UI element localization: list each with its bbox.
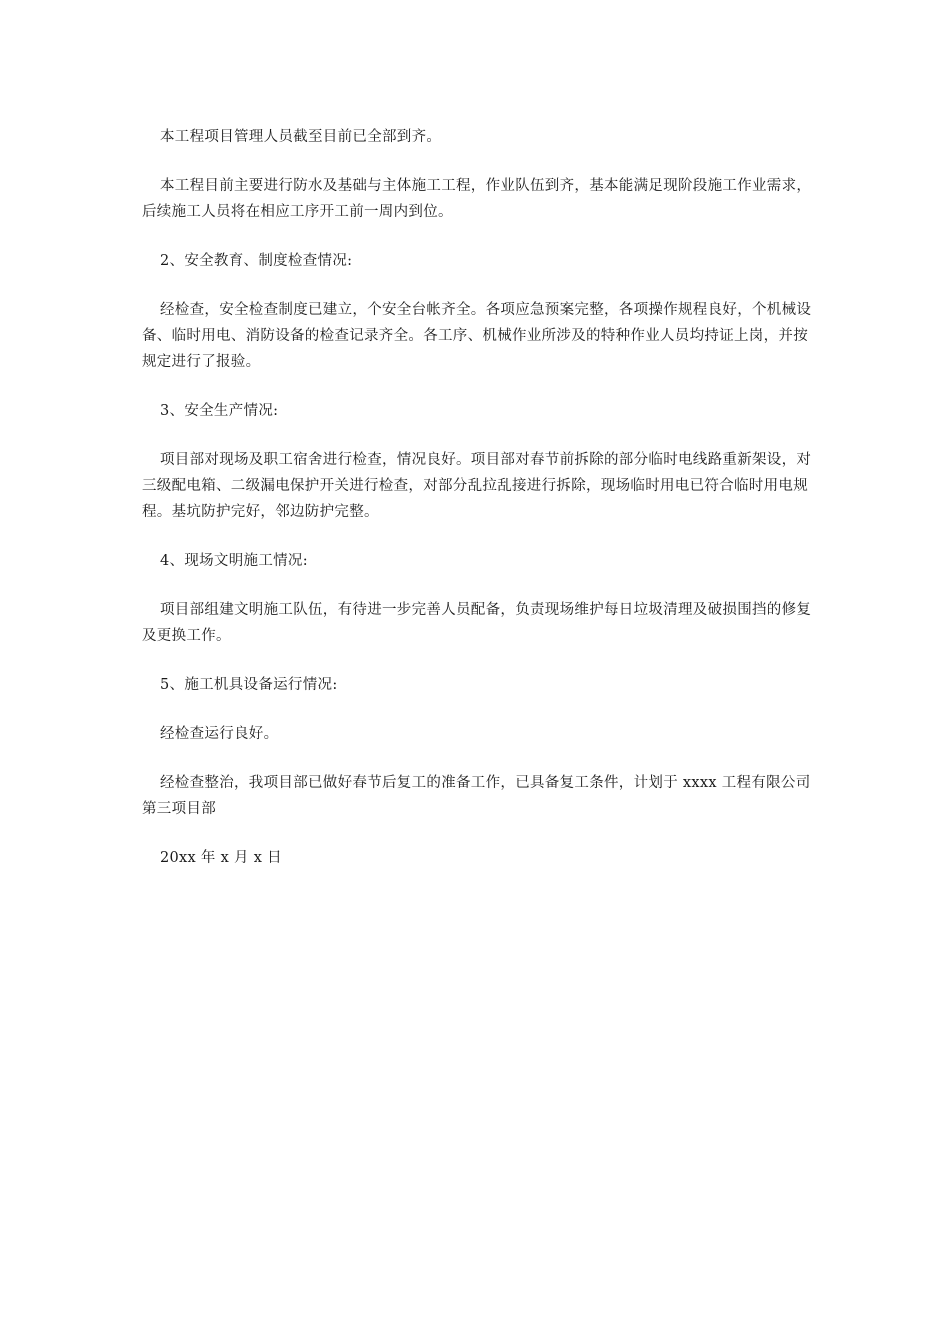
paragraph-safety-inspection: 经检查，安全检查制度已建立，个安全台帐齐全。各项应急预案完整，各项操作规程良好，个机械设备、临时用电、消防设备的检查记录齐全。各工序、机械作业所涉及的特种作业人员均持证上岗，并按规定进行了报验。	[142, 302, 812, 370]
paragraph-conclusion: 经检查整治，我项目部已做好春节后复工的准备工作，已具备复工条件，计划于 xxxx 工程有限公司第三项目部	[142, 775, 811, 817]
paragraph-staff-arrival: 本工程项目管理人员截至目前已全部到齐。	[160, 129, 442, 145]
document-body	[142, 124, 812, 894]
paragraph-site-inspection: 项目部对现场及职工宿舍进行检查，情况良好。项目部对春节前拆除的部分临时电线路重新架设，对三级配电箱、二级漏电保护开关进行检查，对部分乱拉乱接进行拆除，现场临时用电已符合临时用电规程。基坑防护完好，邻边防护完整。	[142, 452, 812, 520]
section-heading-civilized-construction: 4、现场文明施工情况:	[160, 553, 308, 569]
section-heading-safety-production: 3、安全生产情况:	[160, 403, 279, 419]
section-heading-safety-education: 2、安全教育、制度检查情况:	[160, 253, 353, 269]
section-heading-equipment-operation: 5、施工机具设备运行情况:	[160, 677, 338, 693]
document-date: 20xx 年 x 月 x 日	[160, 850, 282, 866]
paragraph-equipment-result: 经检查运行良好。	[160, 726, 279, 742]
paragraph-construction-progress: 本工程目前主要进行防水及基础与主体施工工程，作业队伍到齐，基本能满足现阶段施工作业需求，后续施工人员将在相应工序开工前一周内到位。	[142, 178, 812, 220]
paragraph-civilized-team: 项目部组建文明施工队伍，有待进一步完善人员配备，负责现场维护每日垃圾清理及破损围挡的修复及更换工作。	[142, 602, 812, 644]
